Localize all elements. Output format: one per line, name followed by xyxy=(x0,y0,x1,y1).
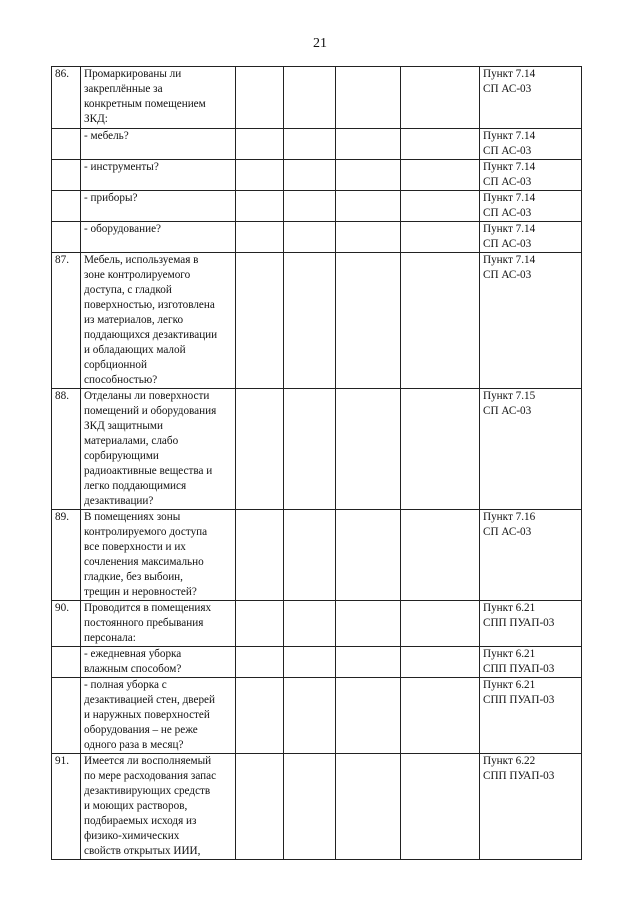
answer-cell-yes[interactable] xyxy=(236,191,284,222)
table-row xyxy=(52,67,582,129)
question-cell: - инструменты? xyxy=(81,160,236,191)
question-cell: Проводится в помещениях постоянного пребывания персонала: xyxy=(81,601,236,647)
item-number: 89. xyxy=(52,510,81,601)
item-number xyxy=(52,647,81,678)
item-number: 87. xyxy=(52,253,81,389)
reference-cell: Пункт 7.16 СП АС-03 xyxy=(480,510,582,601)
item-number xyxy=(52,191,81,222)
answer-cell-yes[interactable] xyxy=(236,389,284,510)
answer-cell-note[interactable] xyxy=(401,510,480,601)
answer-cell-yes[interactable] xyxy=(236,253,284,389)
table-row xyxy=(52,253,582,389)
question-cell: Мебель, используемая в зоне контролируемого доступа, с гладкой поверхностью, изготовлена из материалов, легко поддающихся дезактивации и обладающих малой сорбционной способностью? xyxy=(81,253,236,389)
answer-cell-na[interactable] xyxy=(336,647,401,678)
answer-cell-note[interactable] xyxy=(401,389,480,510)
answer-cell-yes[interactable] xyxy=(236,754,284,860)
answer-cell-no[interactable] xyxy=(284,191,336,222)
answer-cell-yes[interactable] xyxy=(236,129,284,160)
question-cell: - полная уборка с дезактивацией стен, дверей и наружных поверхностей оборудования – не реже одного раза в месяц? xyxy=(81,678,236,754)
answer-cell-na[interactable] xyxy=(336,222,401,253)
reference-cell: Пункт 7.14 СП АС-03 xyxy=(480,129,582,160)
answer-cell-yes[interactable] xyxy=(236,160,284,191)
answer-cell-na[interactable] xyxy=(336,678,401,754)
item-number: 91. xyxy=(52,754,81,860)
answer-cell-na[interactable] xyxy=(336,389,401,510)
answer-cell-no[interactable] xyxy=(284,510,336,601)
table-row xyxy=(52,647,582,678)
answer-cell-no[interactable] xyxy=(284,389,336,510)
reference-cell: Пункт 6.21 СПП ПУАП-03 xyxy=(480,601,582,647)
item-number: 90. xyxy=(52,601,81,647)
answer-cell-note[interactable] xyxy=(401,253,480,389)
answer-cell-no[interactable] xyxy=(284,160,336,191)
answer-cell-note[interactable] xyxy=(401,67,480,129)
table-row xyxy=(52,510,582,601)
answer-cell-note[interactable] xyxy=(401,160,480,191)
answer-cell-no[interactable] xyxy=(284,647,336,678)
table-row xyxy=(52,601,582,647)
answer-cell-na[interactable] xyxy=(336,191,401,222)
answer-cell-yes[interactable] xyxy=(236,647,284,678)
reference-cell: Пункт 6.21 СПП ПУАП-03 xyxy=(480,647,582,678)
answer-cell-no[interactable] xyxy=(284,129,336,160)
question-cell: - приборы? xyxy=(81,191,236,222)
answer-cell-yes[interactable] xyxy=(236,222,284,253)
answer-cell-note[interactable] xyxy=(401,601,480,647)
answer-cell-na[interactable] xyxy=(336,253,401,389)
reference-cell: Пункт 7.14 СП АС-03 xyxy=(480,253,582,389)
checklist-table xyxy=(51,66,582,860)
table-row xyxy=(52,678,582,754)
item-number xyxy=(52,129,81,160)
answer-cell-no[interactable] xyxy=(284,754,336,860)
answer-cell-na[interactable] xyxy=(336,754,401,860)
answer-cell-note[interactable] xyxy=(401,191,480,222)
item-number: 88. xyxy=(52,389,81,510)
answer-cell-yes[interactable] xyxy=(236,67,284,129)
table-row xyxy=(52,191,582,222)
question-cell: В помещениях зоны контролируемого доступа все поверхности и их сочленения максимально гладкие, без выбоин, трещин и неровностей? xyxy=(81,510,236,601)
answer-cell-note[interactable] xyxy=(401,222,480,253)
table-row xyxy=(52,754,582,860)
reference-cell: Пункт 6.21 СПП ПУАП-03 xyxy=(480,678,582,754)
question-cell: - мебель? xyxy=(81,129,236,160)
item-number xyxy=(52,160,81,191)
table-row xyxy=(52,129,582,160)
answer-cell-no[interactable] xyxy=(284,67,336,129)
answer-cell-no[interactable] xyxy=(284,253,336,389)
answer-cell-yes[interactable] xyxy=(236,678,284,754)
reference-cell: Пункт 7.15 СП АС-03 xyxy=(480,389,582,510)
answer-cell-note[interactable] xyxy=(401,754,480,860)
question-cell: - ежедневная уборка влажным способом? xyxy=(81,647,236,678)
reference-cell: Пункт 7.14 СП АС-03 xyxy=(480,222,582,253)
answer-cell-no[interactable] xyxy=(284,222,336,253)
question-cell: Промаркированы ли закреплённые за конкретным помещением ЗКД: xyxy=(81,67,236,129)
answer-cell-na[interactable] xyxy=(336,601,401,647)
question-cell: - оборудование? xyxy=(81,222,236,253)
reference-cell: Пункт 7.14 СП АС-03 xyxy=(480,191,582,222)
answer-cell-na[interactable] xyxy=(336,510,401,601)
answer-cell-no[interactable] xyxy=(284,678,336,754)
item-number: 86. xyxy=(52,67,81,129)
page-number: 21 xyxy=(313,36,327,51)
answer-cell-na[interactable] xyxy=(336,129,401,160)
table-row xyxy=(52,222,582,253)
answer-cell-note[interactable] xyxy=(401,129,480,160)
question-cell: Отделаны ли поверхности помещений и оборудования ЗКД защитными материалами, слабо сорбирующими радиоактивные вещества и легко поддающимися дезактивации? xyxy=(81,389,236,510)
item-number xyxy=(52,678,81,754)
reference-cell: Пункт 7.14 СП АС-03 xyxy=(480,160,582,191)
item-number xyxy=(52,222,81,253)
answer-cell-note[interactable] xyxy=(401,647,480,678)
reference-cell: Пункт 6.22 СПП ПУАП-03 xyxy=(480,754,582,860)
answer-cell-no[interactable] xyxy=(284,601,336,647)
reference-cell: Пункт 7.14 СП АС-03 xyxy=(480,67,582,129)
answer-cell-na[interactable] xyxy=(336,67,401,129)
table-row xyxy=(52,160,582,191)
question-cell: Имеется ли восполняемый по мере расходования запас дезактивирующих средств и моющих растворов, подбираемых исходя из физико-химических свойств открытых ИИИ, xyxy=(81,754,236,860)
answer-cell-yes[interactable] xyxy=(236,510,284,601)
answer-cell-yes[interactable] xyxy=(236,601,284,647)
answer-cell-na[interactable] xyxy=(336,160,401,191)
answer-cell-note[interactable] xyxy=(401,678,480,754)
table-row xyxy=(52,389,582,510)
